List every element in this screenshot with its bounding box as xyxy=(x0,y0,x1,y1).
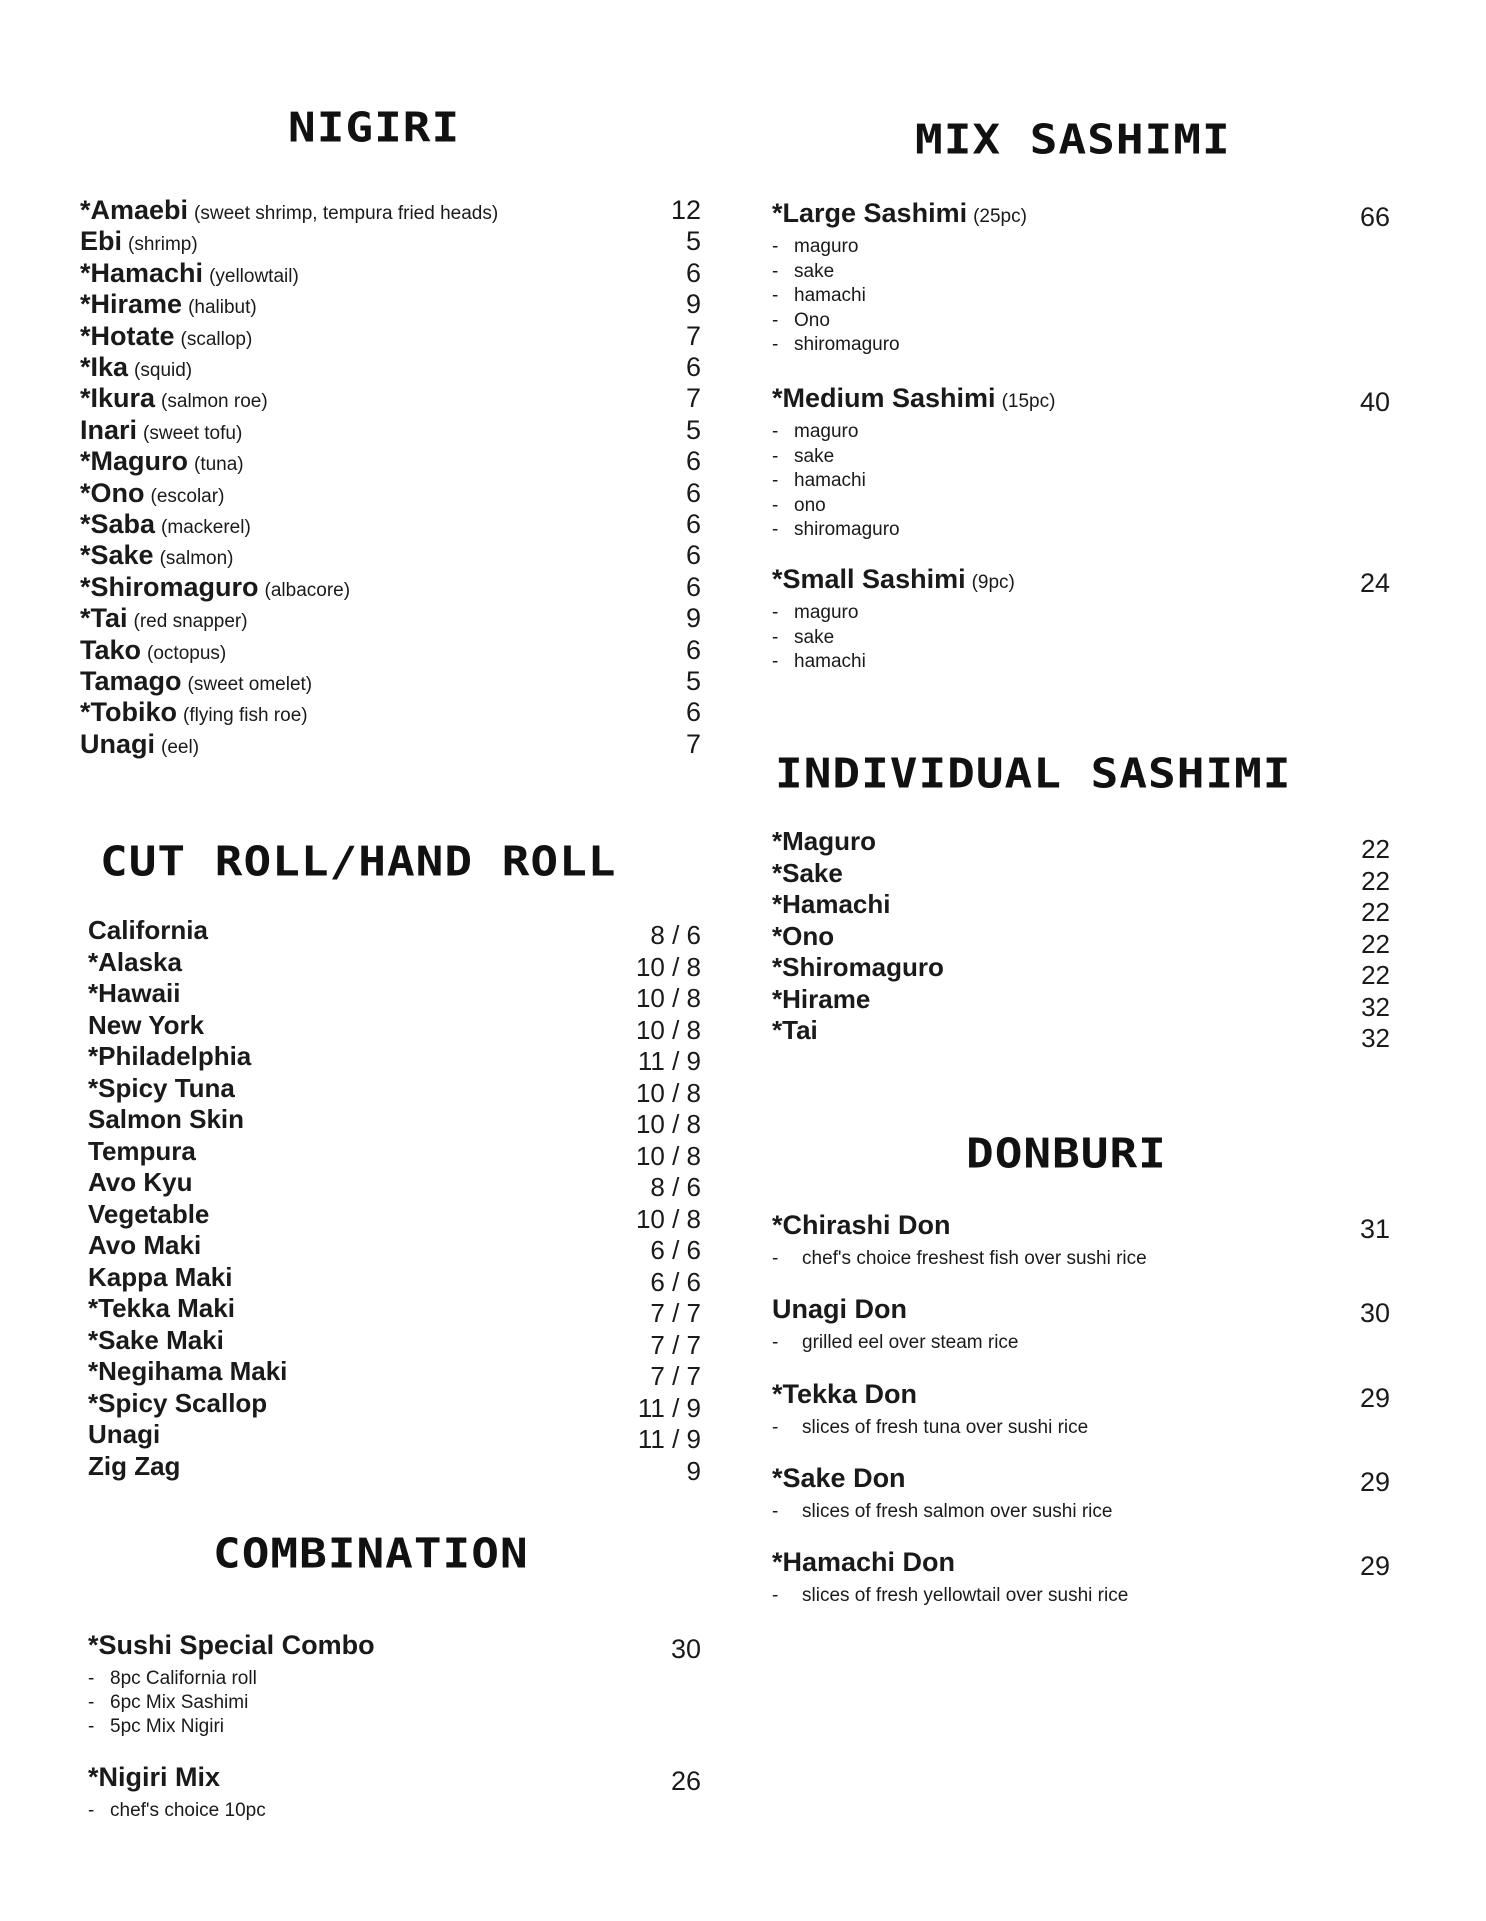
item-price: 7 xyxy=(685,320,701,351)
roll-item-name: Salmon Skin xyxy=(88,1104,245,1134)
sub-item xyxy=(772,495,826,517)
sub-item xyxy=(772,446,834,468)
item-name: Ebi xyxy=(80,226,123,257)
dash-mark: - xyxy=(88,1692,95,1713)
item-note: (sweet shrimp, tempura fried heads) xyxy=(194,203,499,224)
roll-item-price: 11 / 9 xyxy=(637,1424,701,1454)
item-price: 6 xyxy=(685,257,701,288)
sub-item xyxy=(772,421,858,443)
item-price: 5 xyxy=(685,414,701,445)
item-note: (mackerel) xyxy=(161,517,251,538)
roll-item-name: *Spicy Scallop xyxy=(88,1387,268,1418)
item-note: (salmon roe) xyxy=(161,391,268,413)
item-note: (15pc) xyxy=(1001,391,1056,412)
donburi-item xyxy=(772,1379,917,1410)
roll-item-price: 10 / 8 xyxy=(635,1077,701,1108)
individual-item-name: *Tai xyxy=(772,1015,818,1045)
dash-mark: - xyxy=(772,494,779,516)
item-name: Unagi xyxy=(80,728,156,759)
roll-item-name: Kappa Maki xyxy=(88,1261,233,1292)
individual-item-price: 32 xyxy=(1361,991,1390,1022)
sub-item xyxy=(772,310,830,332)
item-price: 40 xyxy=(1359,387,1390,417)
item-description xyxy=(772,1417,1088,1439)
nigiri-item xyxy=(80,446,244,477)
item-price: 30 xyxy=(1359,1298,1390,1328)
sub-text: shiromaguro xyxy=(794,334,900,355)
item-name: *Amaebi xyxy=(80,195,189,225)
roll-item-name: *Tekka Maki xyxy=(88,1293,235,1323)
dash-mark: - xyxy=(772,1501,779,1522)
item-price: 29 xyxy=(1359,1467,1390,1497)
item-note: (salmon) xyxy=(159,548,234,570)
dash-mark: - xyxy=(88,1800,95,1821)
item-name: *Hirame xyxy=(80,289,183,320)
sub-text: maguro xyxy=(794,602,859,623)
sub-item xyxy=(772,519,900,541)
dash-mark: - xyxy=(772,236,779,257)
roll-item-name: *Philadelphia xyxy=(88,1041,252,1071)
item-name: *Ono xyxy=(80,477,145,508)
sub-text: maguro xyxy=(794,421,859,442)
dash-mark: - xyxy=(772,260,779,282)
item-note: (shrimp) xyxy=(128,234,198,256)
item-name: *Shiromaguro xyxy=(80,571,259,602)
donburi-item xyxy=(772,1547,955,1578)
sub-item xyxy=(772,334,900,356)
item-name: *Sake Don xyxy=(772,1463,906,1493)
item-price: 6 xyxy=(685,571,701,602)
dash-mark: - xyxy=(772,1332,779,1353)
individual-item-price: 22 xyxy=(1361,897,1390,927)
roll-item-price: 7 / 7 xyxy=(650,1298,701,1328)
sub-text: Ono xyxy=(794,309,830,331)
item-note: (red snapper) xyxy=(133,611,248,633)
item-price: 26 xyxy=(670,1766,701,1796)
nigiri-item xyxy=(80,540,233,571)
item-price: 29 xyxy=(1359,1383,1390,1413)
roll-item-price: 10 / 8 xyxy=(635,951,701,982)
dash-mark: - xyxy=(772,334,779,355)
sub-text: shiromaguro xyxy=(794,519,900,540)
sub-item xyxy=(772,236,858,258)
item-price: 6 xyxy=(685,446,701,477)
roll-item-price: 11 / 9 xyxy=(637,1046,701,1076)
description-text: slices of fresh yellowtail over sushi rice xyxy=(802,1585,1129,1606)
dash-mark: - xyxy=(88,1668,95,1689)
nigiri-heading: NIGIRI xyxy=(288,102,461,152)
item-name: *Ikura xyxy=(80,383,156,414)
dash-mark: - xyxy=(772,445,779,467)
sub-item xyxy=(772,470,866,492)
nigiri-item xyxy=(80,352,192,383)
nigiri-item xyxy=(80,572,350,603)
dash-mark: - xyxy=(772,626,779,648)
sub-text: ono xyxy=(794,494,826,516)
item-note: (octopus) xyxy=(147,642,227,664)
roll-item-price: 10 / 8 xyxy=(635,1203,701,1234)
roll-item-name: Vegetable xyxy=(88,1198,210,1229)
roll-item-name: *Spicy Tuna xyxy=(88,1072,235,1103)
nigiri-item xyxy=(80,697,308,728)
item-price: 66 xyxy=(1359,202,1390,232)
item-price: 31 xyxy=(1359,1214,1390,1244)
description-text: chef's choice freshest fish over sushi rice xyxy=(802,1248,1147,1269)
item-note: (escolar) xyxy=(150,485,225,507)
item-name: *Sake xyxy=(80,540,154,571)
roll-item-price: 7 / 7 xyxy=(650,1329,701,1360)
roll-item-price: 10 / 8 xyxy=(635,1109,701,1139)
mix_sashimi-item xyxy=(772,383,1055,414)
dash-mark: - xyxy=(772,470,779,491)
nigiri-item xyxy=(80,195,498,226)
item-price: 6 xyxy=(685,352,701,382)
roll-item-name: New York xyxy=(88,1009,205,1040)
item-note: (halibut) xyxy=(188,297,257,319)
individual-item-price: 22 xyxy=(1361,960,1390,990)
item-price: 6 xyxy=(685,509,701,539)
description-text: grilled eel over steam rice xyxy=(802,1332,1019,1353)
item-name: Inari xyxy=(80,414,138,445)
roll-item-price: 8 / 6 xyxy=(650,920,701,950)
sub-text: maguro xyxy=(794,236,859,257)
individual-sashimi-heading: INDIVIDUAL SASHIMI xyxy=(775,748,1292,798)
sub-text: sake xyxy=(794,445,835,467)
sub-item xyxy=(772,651,866,673)
item-name: *Maguro xyxy=(80,446,188,477)
item-price: 6 xyxy=(685,634,701,665)
dash-mark: - xyxy=(772,285,779,306)
sub-text: 8pc California roll xyxy=(110,1668,257,1689)
nigiri-item xyxy=(80,321,252,352)
item-price: 5 xyxy=(685,666,701,696)
item-price: 6 xyxy=(685,697,701,728)
individual-item-name: *Ono xyxy=(772,920,835,951)
sub-item xyxy=(772,285,866,307)
item-note: (9pc) xyxy=(971,572,1015,593)
item-name: *Chirashi Don xyxy=(772,1210,951,1240)
dash-mark: - xyxy=(772,1248,779,1269)
sub-item xyxy=(772,261,834,283)
sub-text: sake xyxy=(794,260,835,282)
roll-item-price: 10 / 8 xyxy=(635,1140,701,1171)
item-note: (flying fish roe) xyxy=(183,705,308,727)
description-text: slices of fresh salmon over sushi rice xyxy=(802,1501,1113,1522)
item-description xyxy=(772,1332,1018,1354)
dash-mark: - xyxy=(772,651,779,672)
sub-item xyxy=(88,1692,248,1714)
donburi-heading: DONBURI xyxy=(966,1128,1167,1178)
dash-mark: - xyxy=(772,519,779,540)
item-name: *Sushi Special Combo xyxy=(88,1630,375,1660)
item-name: Tako xyxy=(80,634,142,665)
nigiri-item xyxy=(80,415,242,446)
roll-item-price: 8 / 6 xyxy=(650,1172,701,1202)
nigiri-item xyxy=(80,509,251,540)
description-text: slices of fresh tuna over sushi rice xyxy=(802,1417,1089,1438)
item-price: 6 xyxy=(685,540,701,571)
item-note: (scallop) xyxy=(180,328,253,350)
item-price: 12 xyxy=(670,195,701,225)
roll-item-price: 10 / 8 xyxy=(635,1014,701,1045)
item-name: *Ika xyxy=(80,352,129,382)
roll-item-price: 9 xyxy=(686,1455,701,1486)
roll-item-name: Tempura xyxy=(88,1135,196,1166)
item-note: (tuna) xyxy=(194,454,244,476)
roll-item-name: California xyxy=(88,915,208,945)
rolls-heading: CUT ROLL/HAND ROLL xyxy=(100,836,617,886)
individual-item-price: 32 xyxy=(1361,1023,1390,1053)
roll-item-price: 11 / 9 xyxy=(637,1392,701,1423)
item-description xyxy=(772,1501,1112,1523)
individual-item-name: *Hamachi xyxy=(772,889,891,919)
item-price: 7 xyxy=(685,728,701,759)
individual-item-name: *Maguro xyxy=(772,826,876,856)
roll-item-name: *Sake Maki xyxy=(88,1324,224,1355)
sub-text: sake xyxy=(794,626,835,648)
combination-item xyxy=(88,1762,220,1793)
item-name: Tamago xyxy=(80,666,182,696)
dash-mark: - xyxy=(772,1585,779,1606)
item-price: 7 xyxy=(685,383,701,414)
dash-mark: - xyxy=(772,1417,779,1438)
dash-mark: - xyxy=(772,309,779,331)
sub-text: hamachi xyxy=(794,651,866,672)
sub-item xyxy=(88,1800,266,1822)
item-name: *Hamachi Don xyxy=(772,1547,956,1577)
dash-mark: - xyxy=(772,421,779,442)
item-name: *Saba xyxy=(80,509,156,539)
nigiri-item xyxy=(80,729,199,760)
sub-text: 6pc Mix Sashimi xyxy=(110,1692,249,1713)
item-price: 30 xyxy=(670,1634,701,1664)
donburi-item xyxy=(772,1294,907,1325)
nigiri-item xyxy=(80,666,312,697)
mix-sashimi-heading: MIX SASHIMI xyxy=(915,114,1231,164)
item-price: 24 xyxy=(1359,568,1390,598)
item-price: 29 xyxy=(1359,1551,1390,1581)
nigiri-item xyxy=(80,289,257,320)
sub-text: chef's choice 10pc xyxy=(110,1800,266,1821)
nigiri-item xyxy=(80,635,226,666)
roll-item-name: *Alaska xyxy=(88,946,182,977)
individual-item-name: *Shiromaguro xyxy=(772,952,944,982)
item-name: *Hamachi xyxy=(80,257,204,288)
item-name: *Tobiko xyxy=(80,697,177,728)
sub-item xyxy=(772,602,858,624)
nigiri-item xyxy=(80,226,198,257)
nigiri-item xyxy=(80,258,299,289)
item-note: (25pc) xyxy=(973,206,1027,227)
item-description xyxy=(772,1248,1147,1270)
item-name: *Tekka Don xyxy=(772,1379,918,1409)
mix_sashimi-item xyxy=(772,198,1027,229)
item-name: *Large Sashimi xyxy=(772,198,968,228)
item-price: 9 xyxy=(685,289,701,320)
item-note: (albacore) xyxy=(264,579,351,601)
roll-item-price: 6 / 6 xyxy=(650,1266,701,1297)
combination-heading: COMBINATION xyxy=(213,1528,529,1578)
item-note: (squid) xyxy=(134,360,193,381)
sub-text: hamachi xyxy=(794,470,866,491)
roll-item-name: Avo Kyu xyxy=(88,1167,193,1197)
dash-mark: - xyxy=(88,1716,95,1737)
item-description xyxy=(772,1585,1128,1607)
sub-item xyxy=(88,1716,224,1738)
nigiri-item xyxy=(80,603,248,634)
item-name: *Medium Sashimi xyxy=(772,383,996,413)
item-name: *Hotate xyxy=(80,320,175,351)
item-price: 5 xyxy=(685,226,701,257)
roll-item-name: Zig Zag xyxy=(88,1450,181,1481)
roll-item-name: Unagi xyxy=(88,1419,161,1449)
mix_sashimi-item xyxy=(772,564,1015,595)
item-name: Unagi Don xyxy=(772,1294,907,1324)
item-price: 9 xyxy=(685,603,701,634)
nigiri-item xyxy=(80,478,224,509)
sub-item xyxy=(88,1668,257,1690)
roll-item-price: 7 / 7 xyxy=(650,1361,701,1391)
item-price: 6 xyxy=(685,477,701,508)
roll-item-name: *Hawaii xyxy=(88,978,181,1008)
individual-item-price: 22 xyxy=(1361,834,1390,864)
combination-item xyxy=(88,1630,375,1661)
item-name: *Nigiri Mix xyxy=(88,1762,221,1792)
nigiri-item xyxy=(80,383,268,414)
donburi-item xyxy=(772,1463,906,1494)
sub-text: 5pc Mix Nigiri xyxy=(110,1716,225,1737)
item-name: *Tai xyxy=(80,603,128,634)
item-name: *Small Sashimi xyxy=(772,564,966,594)
roll-item-price: 10 / 8 xyxy=(635,983,701,1013)
dash-mark: - xyxy=(772,602,779,623)
donburi-item xyxy=(772,1210,951,1241)
item-note: (sweet tofu) xyxy=(143,422,243,444)
sub-text: hamachi xyxy=(794,285,866,306)
roll-item-price: 6 / 6 xyxy=(650,1235,701,1265)
individual-item-name: *Sake xyxy=(772,857,843,888)
sub-item xyxy=(772,627,834,649)
individual-item-price: 22 xyxy=(1361,865,1390,896)
item-note: (eel) xyxy=(161,736,200,758)
item-note: (yellowtail) xyxy=(209,265,299,287)
item-note: (sweet omelet) xyxy=(187,674,313,695)
roll-item-name: *Negihama Maki xyxy=(88,1356,288,1386)
individual-item-price: 22 xyxy=(1361,928,1390,959)
individual-item-name: *Hirame xyxy=(772,983,871,1014)
roll-item-name: Avo Maki xyxy=(88,1230,202,1260)
